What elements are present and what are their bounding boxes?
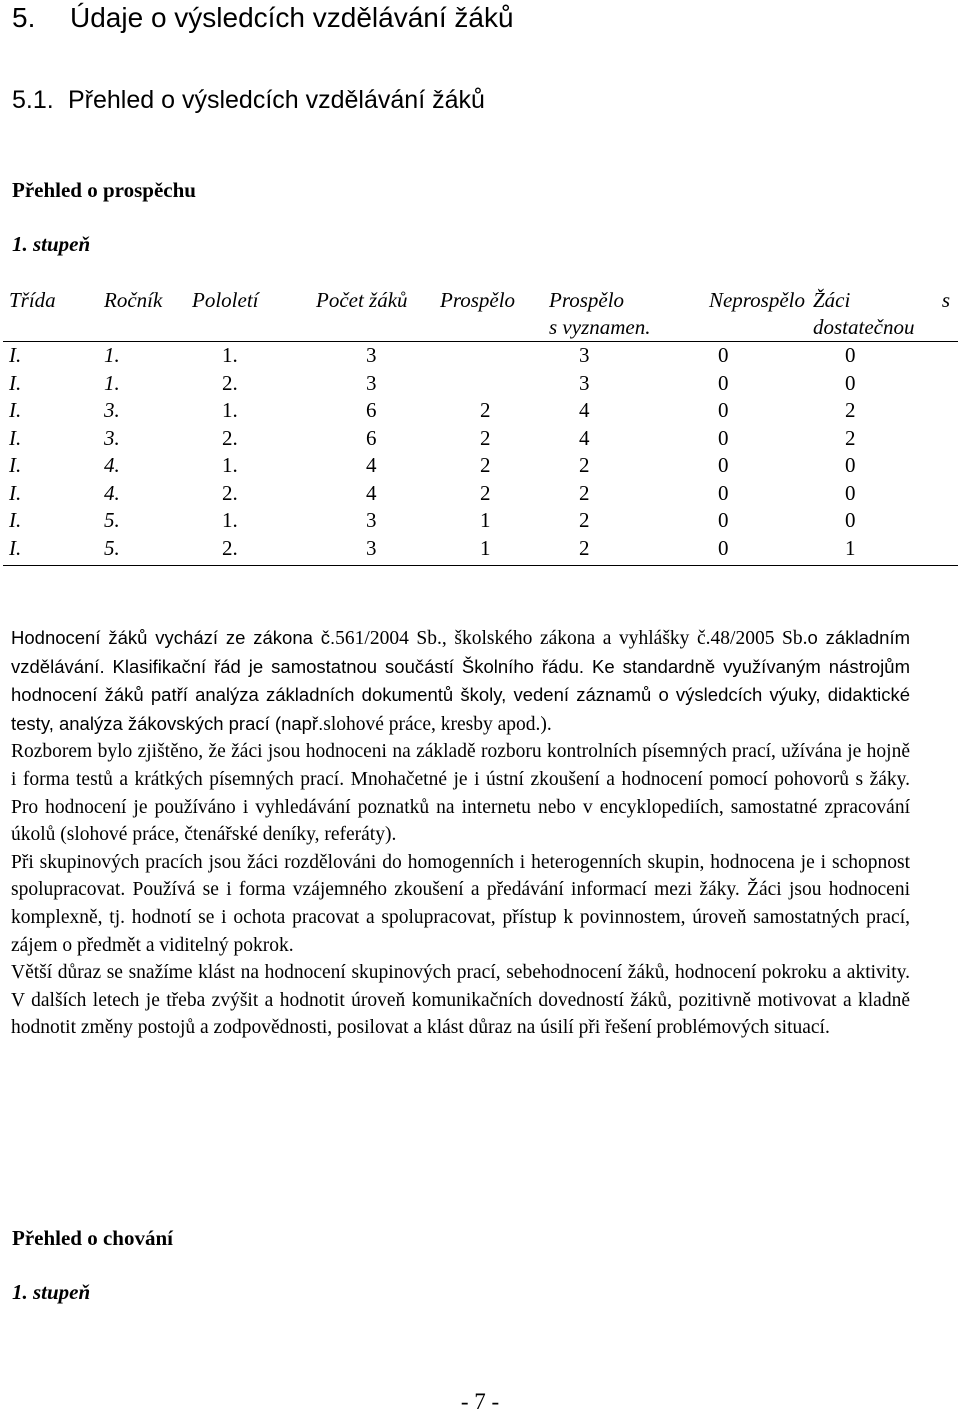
table-row [3,342,958,370]
table-cell: 3. [104,398,120,422]
col-header-pocet-zaku: Počet žáků [316,285,440,342]
table-cell: 6 [366,398,377,422]
col-header-prospelo-vyz-line1: Prospělo [549,288,625,312]
table-cell: 2 [480,398,491,422]
table-row [3,370,958,398]
table-cell: 2 [549,535,688,566]
table-cell: 4. [104,453,120,477]
table-cell: 1 [813,535,958,566]
table-cell: 1. [222,508,238,532]
col-header-pololeti: Pololetí [192,285,316,342]
section-number: 5.1. [12,86,54,114]
table-cell: 6 [366,425,377,450]
table-cell: 0 [718,480,729,505]
table-cell: 4 [366,480,377,505]
col-header-rocnik: Ročník [104,285,192,342]
col-header-zaci-line1: Žáci s [813,288,950,312]
table-cell: 2 [845,425,856,450]
table-row [3,480,958,508]
table-cell: 0 [718,370,729,395]
table-cell: 0 [718,508,729,532]
table-cell: 0 [718,398,729,422]
table-cell: 2 [480,480,491,505]
table-cell: 5. [104,508,120,532]
table-cell: 2 [845,398,856,422]
table-cell: 1. [222,453,238,477]
paragraph-1: Hodnocení žáků vychází ze zákona č.561/2004 Sb., školského zákona a vyhlášky č.48/2005 Sb.o základním vzdělávání. Klasifikační řád je samostatnou součástí Školního řádu. Ke standardně využívaným nástrojům hodnocení žáků patří analýza základních dokumentů školy, vedení záznamů o výsledcích výuky, didaktické testy, analýza žákovských prací (např.slohové práce, kresby apod.). [11,627,910,735]
chapter-title: Údaje o výsledcích vzdělávání žáků [70,2,514,33]
table-row [3,397,958,425]
table-cell: 3 [366,508,377,532]
grades-overview-title: Přehled o prospěchu [12,178,196,202]
col-header-zaci-dostatecnou [813,285,958,342]
behavior-overview-title: Přehled o chování [12,1226,173,1250]
section-heading [12,86,485,115]
table-cell: I. [9,425,22,450]
table-cell: 0 [718,453,729,477]
table-cell: 0 [845,370,856,395]
table-row [3,425,958,453]
col-header-prospelo-vyz-line2: s vyznamen. [549,315,651,339]
table-cell: 0 [845,343,856,367]
page-number: - 7 - [460,1389,500,1414]
table-row [3,507,958,535]
table-cell: 0 [845,508,856,532]
table-cell: I. [9,343,22,367]
col-header-prospelo: Prospělo [440,285,549,342]
table-cell: 4 [366,453,377,477]
table-cell: 2. [222,425,238,450]
col-header-prospelo-vyznamenani [549,285,688,342]
table-cell: 1. [222,343,238,367]
table-cell: 1 [480,508,491,532]
table-cell: I. [9,398,22,422]
col-header-neprospelo: Neprospělo [688,285,813,342]
chapter-number: 5. [12,2,36,33]
table-cell [440,342,549,370]
paragraph-4: Větší důraz se snažíme klást na hodnocení skupinových prací, sebehodnocení žáků, hodnocení pokroku a aktivity. V dalších letech je třeba zvýšit a hodnotit úroveň komunikačních dovedností žáků, pozitivně motivovat a kladně hodnotit změny postojů a zodpovědnosti, posilovat a klást důraz na úsilí při řešení problémových situací. [11,962,910,1039]
table-cell: 2. [222,370,238,395]
table-cell: 2 [579,508,590,532]
table-cell: 1. [222,398,238,422]
assessment-text [11,624,910,1042]
table-cell: 0 [845,480,856,505]
table-cell: 1 [440,535,549,566]
table-cell: I. [9,370,22,395]
table-cell: 3 [366,370,377,395]
table-cell: 4 [579,425,590,450]
table-cell: 3 [366,343,377,367]
table-cell: 3 [316,535,440,566]
table-cell: 2 [480,425,491,450]
grades-level-label: 1. stupeň [12,232,91,256]
table-cell: 4 [579,398,590,422]
table-cell: 0 [845,453,856,477]
table-cell: 2. [222,480,238,505]
table-cell: 0 [688,535,813,566]
table-cell: 5. [104,535,192,566]
table-cell: 0 [718,343,729,367]
table-cell [440,370,549,398]
table-row [3,535,958,566]
table-cell: 0 [718,425,729,450]
table-cell: 3 [579,343,590,367]
col-header-zaci-line2: dostatečnou [813,315,915,339]
behavior-level-label: 1. stupeň [12,1280,91,1304]
table-cell: 2 [579,480,590,505]
table-cell: 1. [104,370,120,395]
grades-table [3,285,958,566]
table-cell: I. [9,453,22,477]
table-cell: I. [3,535,104,566]
table-row [3,452,958,480]
table-cell: 2 [480,453,491,477]
table-header-row [3,285,958,342]
col-header-trida: Třída [3,285,104,342]
table-cell: 4. [104,480,120,505]
chapter-heading [12,2,514,34]
section-title: Přehled o výsledcích vzdělávání žáků [68,86,485,114]
table-cell: I. [9,508,22,532]
table-cell: 2 [579,453,590,477]
table-cell: 3 [579,370,590,395]
paragraph-3: Při skupinových pracích jsou žáci rozdělováni do homogenních i heterogenních skupin, hodnocena je i schopnost spolupracovat. Používá se i forma vzájemného zkoušení a předávání informací mezi žáky. Žáci jsou hodnoceni komplexně, tj. hodnotí se i ochota pracovat a spolupracovat, přístup k povinnostem, úroveň samostatných prací, zájem o předmět a viditelný pokrok. [11,851,910,956]
table-cell: 3. [104,425,120,450]
table-cell: I. [9,480,22,505]
table-cell: 2. [192,535,316,566]
table-cell: 1. [104,343,120,367]
paragraph-2: Rozborem bylo zjištěno, že žáci jsou hodnoceni na základě rozboru kontrolních písemných prací, užívána je hojně i forma testů a krátkých písemných prací. Mnohačetné je i ústní zkoušení a hodnocení pomocí pohovorů s žáky. Pro hodnocení je používáno i vyhledávání poznatků na internetu nebo v encyklopediích, samostatné zpracování úkolů (slohové práce, čtenářské deníky, referáty). [11,741,910,846]
